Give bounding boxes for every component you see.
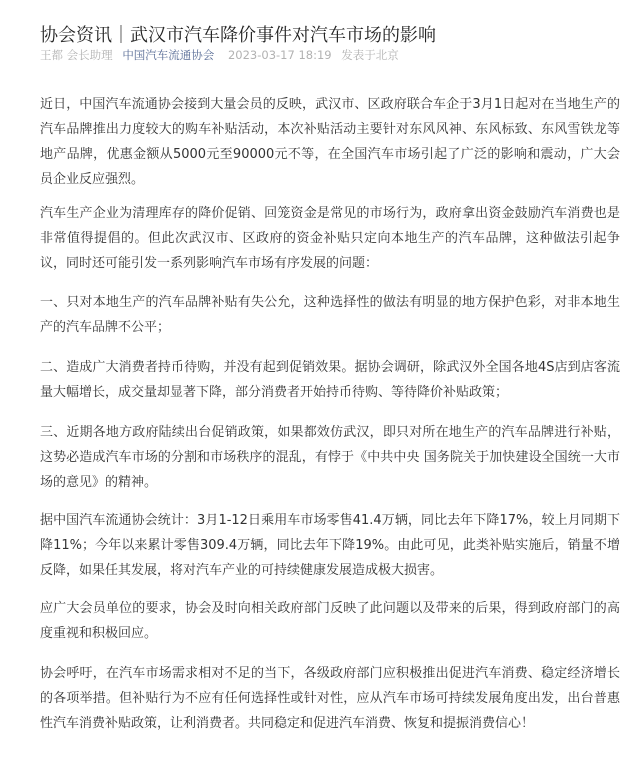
paragraph-issue-three: 三、近期各地方政府陆续出台促销政策，如果都效仿武汉，即只对所在地生产的汽车品牌进行补贴，这势必造成汽车市场的分割和市场秩序的混乱，有悖于《中共中央 国务院关于加快建设全国统一大市场的意见》的精神。: [40, 425, 620, 490]
publish-location: 发表于北京: [341, 48, 399, 62]
paragraph-statistics: 据中国汽车流通协会统计：3月1-12日乘用车市场零售41.4万辆，同比去年下降17%，较上月同期下降11%；今年以来累计零售309.4万辆，同比去年下降19%。由此可见，此类补贴实施后，销量不增反降，如果任其发展，将对汽车产业的可持续健康发展造成极大损害。: [40, 513, 620, 578]
paragraph-issue-one: 一、只对本地生产的汽车品牌补贴有失公允，这种选择性的做法有明显的地方保护色彩，对非本地生产的汽车品牌不公平；: [40, 295, 620, 335]
article-title: 协会资讯｜武汉市汽车降价事件对汽车市场的影响: [40, 25, 436, 47]
paragraph-intro: 近日，中国汽车流通协会接到大量会员的反映，武汉市、区政府联合车企于3月1日起对在当地生产的汽车品牌推出力度较大的购车补贴活动，本次补贴活动主要针对东风风神、东风标致、东风雪铁龙等地产品牌，优惠金额从5000元至90000元不等，在全国汽车市场引起了广泛的影响和震动，广大会员企业反应强烈。: [40, 97, 620, 187]
paragraph-response: 应广大会员单位的要求，协会及时向相关政府部门反映了此问题以及带来的后果，得到政府部门的高度重视和积极回应。: [40, 601, 620, 641]
account-name-link[interactable]: 中国汽车流通协会: [122, 48, 215, 62]
paragraph-appeal: 协会呼吁，在汽车市场需求相对不足的当下，各级政府部门应积极推出促进汽车消费、稳定经济增长的各项举措。但补贴行为不应有任何选择性或针对性，应从汽车市场可持续发展角度出发，出台普惠性汽车消费补贴政策，让利消费者。共同稳定和促进汽车消费、恢复和提振消费信心！: [40, 666, 620, 731]
paragraph-context: 汽车生产企业为清理库存的降价促销、回笼资金是常见的市场行为，政府拿出资金鼓励汽车消费也是非常值得提倡的。但此次武汉市、区政府的资金补贴只定向本地生产的汽车品牌，这种做法引起争议，同时还可能引发一系列影响汽车市场有序发展的问题：: [40, 206, 620, 271]
author-name: 王都 会长助理: [40, 48, 113, 62]
article-meta: [40, 47, 620, 63]
paragraph-issue-two: 二、造成广大消费者持币待购，并没有起到促销效果。据协会调研，除武汉外全国各地4S店到店客流量大幅增长，成交量却显著下降，部分消费者开始持币待购、等待降价补贴政策；: [40, 360, 620, 400]
publish-datetime: 2023-03-17 18:19: [227, 48, 332, 62]
